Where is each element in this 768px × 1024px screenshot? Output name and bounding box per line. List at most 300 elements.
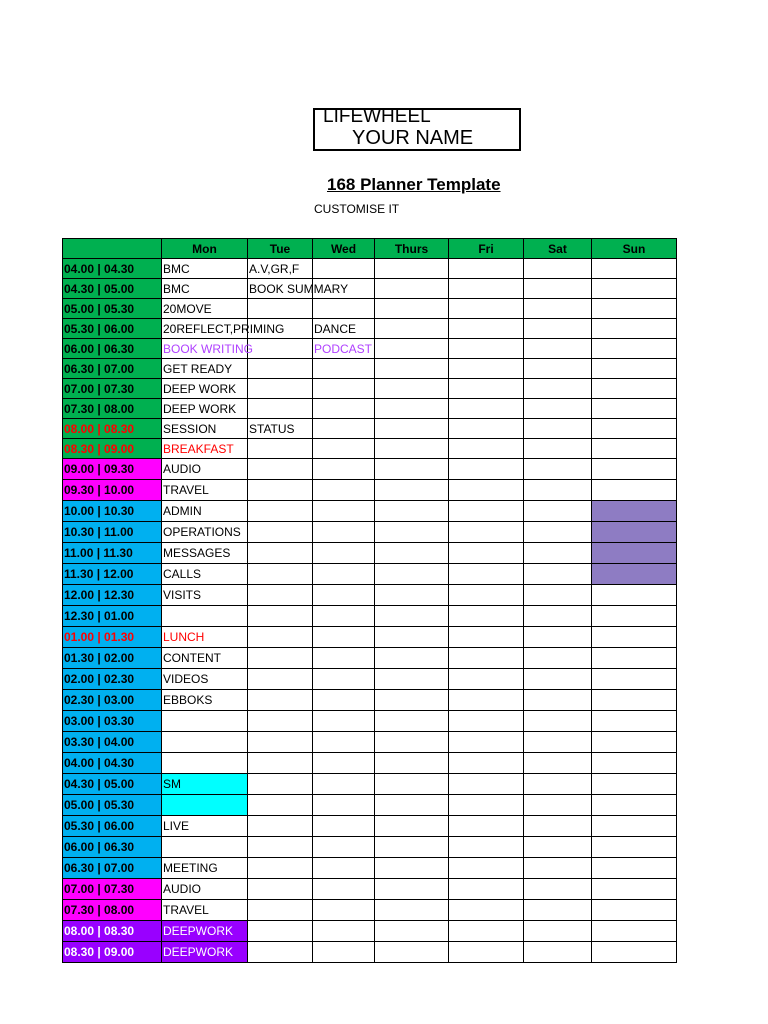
cell-sat[interactable] bbox=[524, 606, 592, 627]
cell-thurs[interactable] bbox=[375, 690, 449, 711]
time-slot: 06.00 | 06.30 bbox=[63, 837, 162, 858]
cell-mon[interactable]: VISITS bbox=[162, 585, 248, 606]
cell-wed[interactable] bbox=[313, 921, 375, 942]
cell-mon[interactable]: DEEP WORK bbox=[162, 399, 248, 419]
cell-sat[interactable] bbox=[524, 585, 592, 606]
cell-sat[interactable] bbox=[524, 480, 592, 501]
time-slot: 05.00 | 05.30 bbox=[63, 795, 162, 816]
cell-mon[interactable]: BOOK WRITING bbox=[162, 339, 248, 359]
cell-sat[interactable] bbox=[524, 690, 592, 711]
cell-thurs[interactable] bbox=[375, 543, 449, 564]
cell-sun[interactable] bbox=[592, 753, 677, 774]
col-mon[interactable]: Mon bbox=[162, 239, 248, 259]
cell-fri[interactable] bbox=[449, 795, 524, 816]
cell-mon[interactable] bbox=[162, 606, 248, 627]
cell-fri[interactable] bbox=[449, 359, 524, 379]
time-slot: 06.00 | 06.30 bbox=[63, 339, 162, 359]
cell-sat[interactable] bbox=[524, 279, 592, 299]
time-slot: 03.00 | 03.30 bbox=[63, 711, 162, 732]
cell-sat[interactable] bbox=[524, 543, 592, 564]
cell-thurs[interactable] bbox=[375, 359, 449, 379]
cell-thurs[interactable] bbox=[375, 319, 449, 339]
table-row bbox=[63, 379, 677, 399]
cell-mon[interactable]: AUDIO bbox=[162, 459, 248, 480]
cell-wed[interactable] bbox=[313, 279, 375, 299]
cell-sat[interactable] bbox=[524, 259, 592, 279]
cell-wed[interactable] bbox=[313, 942, 375, 963]
cell-fri[interactable] bbox=[449, 399, 524, 419]
cell-tue[interactable] bbox=[248, 732, 313, 753]
time-slot: 07.00 | 07.30 bbox=[63, 879, 162, 900]
cell-sat[interactable] bbox=[524, 379, 592, 399]
brand-name: LIFEWHEEL bbox=[323, 106, 431, 127]
cell-thurs[interactable] bbox=[375, 259, 449, 279]
cell-mon[interactable]: LUNCH bbox=[162, 627, 248, 648]
cell-thurs[interactable] bbox=[375, 942, 449, 963]
cell-tue[interactable] bbox=[248, 501, 313, 522]
cell-fri[interactable] bbox=[449, 522, 524, 543]
cell-tue[interactable] bbox=[248, 795, 313, 816]
time-slot: 08.00 | 08.30 bbox=[63, 419, 162, 439]
cell-sat[interactable] bbox=[524, 753, 592, 774]
table-row bbox=[63, 648, 677, 669]
col-thurs[interactable]: Thurs bbox=[375, 239, 449, 259]
cell-tue[interactable]: STATUS bbox=[248, 419, 313, 439]
cell-tue[interactable]: BOOK SUMMARY bbox=[248, 279, 313, 299]
cell-thurs[interactable] bbox=[375, 439, 449, 459]
cell-sun[interactable] bbox=[592, 606, 677, 627]
cell-thurs[interactable] bbox=[375, 627, 449, 648]
cell-wed[interactable] bbox=[313, 648, 375, 669]
cell-sun[interactable] bbox=[592, 459, 677, 480]
col-sun[interactable]: Sun bbox=[592, 239, 677, 259]
table-row bbox=[63, 259, 677, 279]
cell-sun[interactable] bbox=[592, 399, 677, 419]
cell-fri[interactable] bbox=[449, 921, 524, 942]
col-fri[interactable]: Fri bbox=[449, 239, 524, 259]
cell-wed[interactable]: DANCE bbox=[313, 319, 375, 339]
cell-mon[interactable] bbox=[162, 753, 248, 774]
cell-tue[interactable] bbox=[248, 648, 313, 669]
cell-sun[interactable] bbox=[592, 690, 677, 711]
cell-thurs[interactable] bbox=[375, 299, 449, 319]
cell-fri[interactable] bbox=[449, 439, 524, 459]
cell-mon[interactable]: TRAVEL bbox=[162, 480, 248, 501]
cell-tue[interactable] bbox=[248, 606, 313, 627]
cell-sun[interactable] bbox=[592, 648, 677, 669]
cell-sun[interactable] bbox=[592, 564, 677, 585]
cell-sun[interactable] bbox=[592, 816, 677, 837]
table-row bbox=[63, 279, 677, 299]
cell-mon[interactable] bbox=[162, 837, 248, 858]
time-slot: 04.00 | 04.30 bbox=[63, 259, 162, 279]
cell-mon[interactable]: LIVE bbox=[162, 816, 248, 837]
table-row bbox=[63, 606, 677, 627]
cell-thurs[interactable] bbox=[375, 837, 449, 858]
time-slot: 04.00 | 04.30 bbox=[63, 753, 162, 774]
cell-sun[interactable] bbox=[592, 858, 677, 879]
cell-thurs[interactable] bbox=[375, 501, 449, 522]
cell-thurs[interactable] bbox=[375, 795, 449, 816]
cell-fri[interactable] bbox=[449, 259, 524, 279]
cell-mon[interactable]: CONTENT bbox=[162, 648, 248, 669]
cell-tue[interactable] bbox=[248, 585, 313, 606]
cell-mon[interactable]: GET READY bbox=[162, 359, 248, 379]
cell-thurs[interactable] bbox=[375, 711, 449, 732]
cell-tue[interactable] bbox=[248, 816, 313, 837]
cell-wed[interactable] bbox=[313, 606, 375, 627]
cell-fri[interactable] bbox=[449, 459, 524, 480]
table-row bbox=[63, 627, 677, 648]
cell-thurs[interactable] bbox=[375, 585, 449, 606]
cell-mon[interactable]: MESSAGES bbox=[162, 543, 248, 564]
cell-thurs[interactable] bbox=[375, 732, 449, 753]
time-slot: 12.00 | 12.30 bbox=[63, 585, 162, 606]
cell-thurs[interactable] bbox=[375, 774, 449, 795]
cell-mon[interactable]: CALLS bbox=[162, 564, 248, 585]
cell-wed[interactable] bbox=[313, 753, 375, 774]
cell-sat[interactable] bbox=[524, 419, 592, 439]
cell-fri[interactable] bbox=[449, 564, 524, 585]
cell-wed[interactable] bbox=[313, 900, 375, 921]
cell-tue[interactable] bbox=[248, 399, 313, 419]
cell-thurs[interactable] bbox=[375, 459, 449, 480]
cell-tue[interactable] bbox=[248, 879, 313, 900]
cell-wed[interactable] bbox=[313, 419, 375, 439]
time-slot: 02.30 | 03.00 bbox=[63, 690, 162, 711]
cell-wed[interactable] bbox=[313, 501, 375, 522]
cell-sun[interactable] bbox=[592, 921, 677, 942]
cell-tue[interactable] bbox=[248, 669, 313, 690]
table-row bbox=[63, 564, 677, 585]
cell-wed[interactable] bbox=[313, 459, 375, 480]
cell-sat[interactable] bbox=[524, 459, 592, 480]
cell-thurs[interactable] bbox=[375, 564, 449, 585]
cell-sun[interactable] bbox=[592, 732, 677, 753]
time-slot: 01.30 | 02.00 bbox=[63, 648, 162, 669]
col-tue[interactable]: Tue bbox=[248, 239, 313, 259]
cell-thurs[interactable] bbox=[375, 480, 449, 501]
cell-wed[interactable] bbox=[313, 690, 375, 711]
cell-fri[interactable] bbox=[449, 627, 524, 648]
cell-sat[interactable] bbox=[524, 900, 592, 921]
cell-mon[interactable]: BREAKFAST bbox=[162, 439, 248, 459]
cell-tue[interactable] bbox=[248, 459, 313, 480]
cell-sat[interactable] bbox=[524, 774, 592, 795]
cell-fri[interactable] bbox=[449, 339, 524, 359]
time-slot: 10.00 | 10.30 bbox=[63, 501, 162, 522]
cell-tue[interactable] bbox=[248, 543, 313, 564]
cell-fri[interactable] bbox=[449, 648, 524, 669]
table-row bbox=[63, 669, 677, 690]
table-row bbox=[63, 501, 677, 522]
cell-thurs[interactable] bbox=[375, 419, 449, 439]
cell-sun[interactable] bbox=[592, 837, 677, 858]
cell-wed[interactable] bbox=[313, 299, 375, 319]
cell-fri[interactable] bbox=[449, 858, 524, 879]
cell-wed[interactable] bbox=[313, 585, 375, 606]
cell-tue[interactable] bbox=[248, 480, 313, 501]
cell-sun[interactable] bbox=[592, 585, 677, 606]
cell-tue[interactable] bbox=[248, 690, 313, 711]
cell-wed[interactable] bbox=[313, 543, 375, 564]
cell-sat[interactable] bbox=[524, 942, 592, 963]
cell-thurs[interactable] bbox=[375, 606, 449, 627]
cell-wed[interactable] bbox=[313, 627, 375, 648]
cell-fri[interactable] bbox=[449, 900, 524, 921]
cell-sat[interactable] bbox=[524, 501, 592, 522]
cell-mon[interactable]: VIDEOS bbox=[162, 669, 248, 690]
cell-sat[interactable] bbox=[524, 339, 592, 359]
cell-wed[interactable] bbox=[313, 439, 375, 459]
cell-tue[interactable] bbox=[248, 858, 313, 879]
cell-mon[interactable]: DEEP WORK bbox=[162, 379, 248, 399]
cell-sat[interactable] bbox=[524, 921, 592, 942]
cell-thurs[interactable] bbox=[375, 753, 449, 774]
table-row bbox=[63, 585, 677, 606]
time-slot: 12.30 | 01.00 bbox=[63, 606, 162, 627]
cell-sat[interactable] bbox=[524, 837, 592, 858]
cell-sun[interactable] bbox=[592, 339, 677, 359]
cell-fri[interactable] bbox=[449, 585, 524, 606]
cell-wed[interactable] bbox=[313, 669, 375, 690]
cell-thurs[interactable] bbox=[375, 816, 449, 837]
time-slot: 03.30 | 04.00 bbox=[63, 732, 162, 753]
cell-fri[interactable] bbox=[449, 690, 524, 711]
cell-fri[interactable] bbox=[449, 279, 524, 299]
cell-sat[interactable] bbox=[524, 564, 592, 585]
cell-mon[interactable]: DEEPWORK bbox=[162, 921, 248, 942]
cell-thurs[interactable] bbox=[375, 669, 449, 690]
cell-wed[interactable]: PODCAST bbox=[313, 339, 375, 359]
cell-wed[interactable] bbox=[313, 816, 375, 837]
cell-tue[interactable] bbox=[248, 319, 313, 339]
cell-sun[interactable] bbox=[592, 501, 677, 522]
col-sat[interactable]: Sat bbox=[524, 239, 592, 259]
cell-fri[interactable] bbox=[449, 419, 524, 439]
cell-sun[interactable] bbox=[592, 774, 677, 795]
table-row bbox=[63, 795, 677, 816]
cell-tue[interactable] bbox=[248, 837, 313, 858]
table-row bbox=[63, 319, 677, 339]
cell-wed[interactable] bbox=[313, 359, 375, 379]
cell-sat[interactable] bbox=[524, 795, 592, 816]
table-row bbox=[63, 299, 677, 319]
cell-tue[interactable] bbox=[248, 379, 313, 399]
cell-fri[interactable] bbox=[449, 753, 524, 774]
cell-wed[interactable] bbox=[313, 837, 375, 858]
subtitle: CUSTOMISE IT bbox=[314, 202, 400, 216]
table-row bbox=[63, 732, 677, 753]
cell-sun[interactable] bbox=[592, 439, 677, 459]
cell-tue[interactable] bbox=[248, 942, 313, 963]
cell-sat[interactable] bbox=[524, 399, 592, 419]
cell-sat[interactable] bbox=[524, 669, 592, 690]
cell-mon[interactable]: SM bbox=[162, 774, 248, 795]
cell-wed[interactable] bbox=[313, 259, 375, 279]
time-slot: 10.30 | 11.00 bbox=[63, 522, 162, 543]
table-row bbox=[63, 690, 677, 711]
cell-thurs[interactable] bbox=[375, 879, 449, 900]
cell-sun[interactable] bbox=[592, 543, 677, 564]
table-row bbox=[63, 837, 677, 858]
cell-thurs[interactable] bbox=[375, 900, 449, 921]
col-wed[interactable]: Wed bbox=[313, 239, 375, 259]
cell-sat[interactable] bbox=[524, 359, 592, 379]
cell-wed[interactable] bbox=[313, 399, 375, 419]
cell-tue[interactable] bbox=[248, 921, 313, 942]
cell-mon[interactable]: AUDIO bbox=[162, 879, 248, 900]
cell-thurs[interactable] bbox=[375, 522, 449, 543]
cell-sat[interactable] bbox=[524, 711, 592, 732]
cell-fri[interactable] bbox=[449, 837, 524, 858]
cell-thurs[interactable] bbox=[375, 399, 449, 419]
cell-fri[interactable] bbox=[449, 501, 524, 522]
time-slot: 05.30 | 06.00 bbox=[63, 319, 162, 339]
cell-sat[interactable] bbox=[524, 319, 592, 339]
cell-tue[interactable] bbox=[248, 900, 313, 921]
cell-sun[interactable] bbox=[592, 259, 677, 279]
cell-thurs[interactable] bbox=[375, 339, 449, 359]
time-slot: 06.30 | 07.00 bbox=[63, 858, 162, 879]
table-row bbox=[63, 858, 677, 879]
cell-fri[interactable] bbox=[449, 480, 524, 501]
cell-sat[interactable] bbox=[524, 627, 592, 648]
cell-sun[interactable] bbox=[592, 480, 677, 501]
cell-sat[interactable] bbox=[524, 439, 592, 459]
page-title: 168 Planner Template bbox=[327, 175, 501, 194]
table-row bbox=[63, 816, 677, 837]
cell-sat[interactable] bbox=[524, 816, 592, 837]
cell-sun[interactable] bbox=[592, 299, 677, 319]
cell-fri[interactable] bbox=[449, 774, 524, 795]
time-slot: 02.00 | 02.30 bbox=[63, 669, 162, 690]
table-row bbox=[63, 879, 677, 900]
cell-sun[interactable] bbox=[592, 279, 677, 299]
cell-mon[interactable]: MEETING bbox=[162, 858, 248, 879]
cell-mon[interactable] bbox=[162, 732, 248, 753]
cell-tue[interactable]: A.V,GR,F bbox=[248, 259, 313, 279]
cell-thurs[interactable] bbox=[375, 279, 449, 299]
time-slot: 05.30 | 06.00 bbox=[63, 816, 162, 837]
table-row bbox=[63, 359, 677, 379]
cell-fri[interactable] bbox=[449, 711, 524, 732]
cell-sun[interactable] bbox=[592, 379, 677, 399]
cell-fri[interactable] bbox=[449, 379, 524, 399]
cell-tue[interactable] bbox=[248, 564, 313, 585]
cell-thurs[interactable] bbox=[375, 921, 449, 942]
cell-mon[interactable]: BMC bbox=[162, 279, 248, 299]
cell-mon[interactable]: ADMIN bbox=[162, 501, 248, 522]
cell-sun[interactable] bbox=[592, 879, 677, 900]
cell-fri[interactable] bbox=[449, 879, 524, 900]
table-row bbox=[63, 339, 677, 359]
cell-mon[interactable]: EBBOKS bbox=[162, 690, 248, 711]
cell-tue[interactable] bbox=[248, 439, 313, 459]
cell-fri[interactable] bbox=[449, 606, 524, 627]
cell-sat[interactable] bbox=[524, 648, 592, 669]
cell-sat[interactable] bbox=[524, 858, 592, 879]
cell-wed[interactable] bbox=[313, 858, 375, 879]
cell-fri[interactable] bbox=[449, 299, 524, 319]
cell-tue[interactable] bbox=[248, 359, 313, 379]
cell-wed[interactable] bbox=[313, 732, 375, 753]
title-box bbox=[313, 108, 521, 151]
cell-tue[interactable] bbox=[248, 711, 313, 732]
time-slot: 04.30 | 05.00 bbox=[63, 279, 162, 299]
cell-thurs[interactable] bbox=[375, 648, 449, 669]
cell-sun[interactable] bbox=[592, 359, 677, 379]
cell-sat[interactable] bbox=[524, 299, 592, 319]
cell-wed[interactable] bbox=[313, 795, 375, 816]
cell-sat[interactable] bbox=[524, 522, 592, 543]
cell-thurs[interactable] bbox=[375, 858, 449, 879]
cell-fri[interactable] bbox=[449, 816, 524, 837]
cell-tue[interactable] bbox=[248, 774, 313, 795]
table-row bbox=[63, 459, 677, 480]
cell-tue[interactable] bbox=[248, 299, 313, 319]
cell-mon[interactable]: TRAVEL bbox=[162, 900, 248, 921]
cell-wed[interactable] bbox=[313, 564, 375, 585]
cell-fri[interactable] bbox=[449, 942, 524, 963]
cell-mon[interactable]: OPERATIONS bbox=[162, 522, 248, 543]
cell-sun[interactable] bbox=[592, 942, 677, 963]
time-slot: 09.00 | 09.30 bbox=[63, 459, 162, 480]
cell-tue[interactable] bbox=[248, 627, 313, 648]
cell-sun[interactable] bbox=[592, 669, 677, 690]
cell-mon[interactable]: DEEPWORK bbox=[162, 942, 248, 963]
time-header bbox=[63, 239, 162, 259]
cell-fri[interactable] bbox=[449, 732, 524, 753]
time-slot: 11.00 | 11.30 bbox=[63, 543, 162, 564]
cell-mon[interactable] bbox=[162, 795, 248, 816]
cell-sun[interactable] bbox=[592, 627, 677, 648]
table-row bbox=[63, 480, 677, 501]
cell-mon[interactable] bbox=[162, 711, 248, 732]
cell-sun[interactable] bbox=[592, 319, 677, 339]
cell-sat[interactable] bbox=[524, 879, 592, 900]
cell-sun[interactable] bbox=[592, 795, 677, 816]
cell-wed[interactable] bbox=[313, 379, 375, 399]
time-slot: 08.00 | 08.30 bbox=[63, 921, 162, 942]
cell-fri[interactable] bbox=[449, 543, 524, 564]
time-slot: 11.30 | 12.00 bbox=[63, 564, 162, 585]
cell-sun[interactable] bbox=[592, 900, 677, 921]
cell-thurs[interactable] bbox=[375, 379, 449, 399]
cell-wed[interactable] bbox=[313, 480, 375, 501]
cell-tue[interactable] bbox=[248, 753, 313, 774]
cell-wed[interactable] bbox=[313, 711, 375, 732]
cell-mon[interactable]: 20MOVE bbox=[162, 299, 248, 319]
cell-mon[interactable]: SESSION bbox=[162, 419, 248, 439]
cell-sun[interactable] bbox=[592, 522, 677, 543]
cell-wed[interactable] bbox=[313, 522, 375, 543]
cell-sun[interactable] bbox=[592, 711, 677, 732]
table-row bbox=[63, 942, 677, 963]
cell-mon[interactable]: BMC bbox=[162, 259, 248, 279]
cell-wed[interactable] bbox=[313, 879, 375, 900]
cell-sat[interactable] bbox=[524, 732, 592, 753]
cell-mon[interactable]: 20REFLECT,PRIMING bbox=[162, 319, 248, 339]
cell-fri[interactable] bbox=[449, 319, 524, 339]
table-row bbox=[63, 399, 677, 419]
cell-fri[interactable] bbox=[449, 669, 524, 690]
cell-tue[interactable] bbox=[248, 339, 313, 359]
cell-wed[interactable] bbox=[313, 774, 375, 795]
table-row bbox=[63, 900, 677, 921]
cell-tue[interactable] bbox=[248, 522, 313, 543]
cell-sun[interactable] bbox=[592, 419, 677, 439]
